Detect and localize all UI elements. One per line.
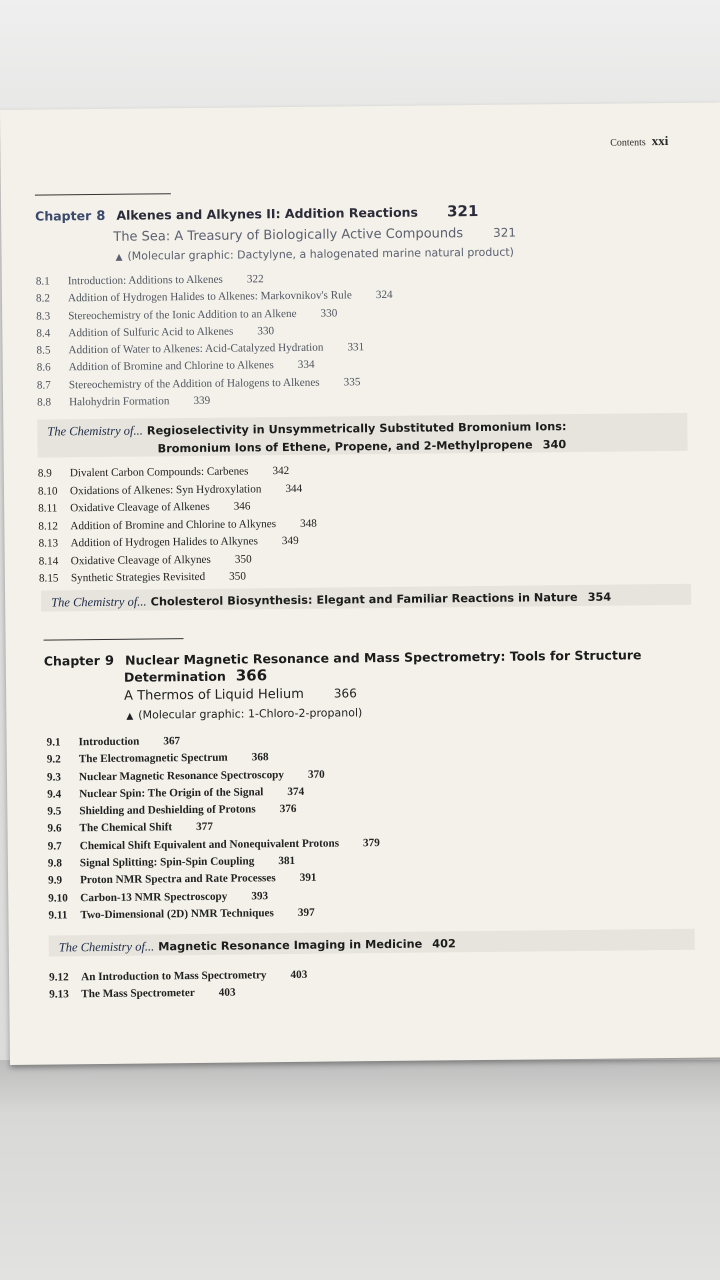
toc-entry: 8.8 Halohydrin Formation 339 — [37, 394, 211, 409]
triangle-icon: ▲ — [115, 252, 123, 263]
subtitle-text: The Sea: A Treasury of Biologically Active Compounds — [113, 226, 464, 245]
toc-entry: 9.4 Nuclear Spin: The Origin of the Signal 374 — [47, 785, 305, 801]
chapter-label: Chapter — [43, 652, 100, 669]
background-bottom — [0, 1060, 720, 1280]
chapter-rule — [35, 193, 171, 195]
toc-entry: 8.6 Addition of Bromine and Chlorine to Alkenes 334 — [36, 359, 315, 375]
header-page-number: xxi — [651, 133, 669, 149]
chapter-8-graphic-note — [115, 246, 514, 263]
book-page — [0, 102, 720, 1064]
running-header — [610, 133, 668, 150]
toc-entry: 9.6 The Chemical Shift 377 — [47, 821, 213, 836]
toc-entry: 8.4 Addition of Sulfuric Acid to Alkenes 330 — [36, 325, 275, 340]
toc-entry: 8.3 Stereochemistry of the Ionic Addition to an Alkene 330 — [36, 307, 338, 323]
chemistry-of-page: 402 — [432, 937, 456, 951]
chapter-number: 8 — [96, 208, 106, 224]
chemistry-of-title: Magnetic Resonance Imaging in Medicine — [158, 937, 423, 954]
toc-entry: 8.7 Stereochemistry of the Addition of Halogens to Alkenes 335 — [36, 376, 361, 392]
chemistry-of-regioselectivity-line2: Bromonium Ions of Ethene, Propene, and 2-Methylpropene 340 — [157, 438, 567, 456]
chapter-9-sections-2 — [49, 969, 308, 1006]
chapter-9-graphic-note — [126, 706, 362, 721]
chapter-title: Alkenes and Alkynes II: Addition Reactions — [116, 204, 419, 223]
chapter-title: Nuclear Magnetic Resonance and Mass Spectrometry: Tools for Structure — [125, 647, 642, 668]
triangle-icon: ▲ — [126, 711, 134, 722]
toc-entry: 9.13 The Mass Spectrometer 403 — [49, 986, 236, 1001]
chemistry-of-page: 340 — [542, 438, 567, 452]
chapter-rule — [44, 638, 184, 640]
header-label: Contents — [610, 137, 646, 149]
toc-entry: 9.7 Chemical Shift Equivalent and Nonequivalent Protons 379 — [47, 836, 380, 853]
subtitle-page: 321 — [493, 225, 517, 240]
subtitle-page: 366 — [333, 686, 357, 701]
graphic-text: (Molecular graphic: 1-Chloro-2-propanol) — [138, 706, 363, 722]
chapter-9-sections — [47, 733, 381, 927]
toc-entry: 8.9 Divalent Carbon Compounds: Carbenes 342 — [37, 464, 290, 480]
chapter-page: 321 — [446, 201, 479, 221]
toc-entry: 8.13 Addition of Hydrogen Halides to Alkynes 349 — [38, 534, 299, 550]
graphic-text: (Molecular graphic: Dactylyne, a halogenated marine natural product) — [127, 245, 515, 263]
toc-entry: 9.1 Introduction 367 — [46, 735, 181, 749]
toc-entry: 8.1 Introduction: Additions to Alkenes 322 — [35, 273, 264, 288]
toc-entry: 9.10 Carbon-13 NMR Spectroscopy 393 — [48, 889, 269, 905]
subtitle-text: A Thermos of Liquid Helium — [124, 686, 304, 704]
chapter-number: 9 — [104, 653, 115, 669]
chapter-label: Chapter — [35, 208, 92, 224]
chemistry-of-title: Regioselectivity in Unsymmetrically Substituted Bromonium Ions: — [146, 420, 567, 438]
chemistry-of-title: Cholesterol Biosynthesis: Elegant and Familiar Reactions in Nature — [150, 590, 578, 609]
toc-entry: 8.12 Addition of Bromine and Chlorine to Alkynes 348 — [38, 517, 317, 533]
toc-entry: 9.11 Two-Dimensional (2D) NMR Techniques 397 — [48, 906, 315, 922]
chapter-9-subtitle — [124, 686, 357, 703]
chapter-8-sections — [36, 272, 394, 414]
toc-entry: 8.10 Oxidations of Alkenes: Syn Hydroxylation 344 — [37, 482, 303, 498]
chemistry-of-prefix: The Chemistry of... — [47, 423, 143, 439]
toc-entry: 8.2 Addition of Hydrogen Halides to Alkenes: Markovnikov's Rule 324 — [35, 289, 393, 305]
chemistry-of-mri — [59, 934, 456, 956]
chapter-8-heading — [35, 201, 478, 225]
toc-entry: 9.8 Signal Splitting: Spin-Spin Coupling 381 — [47, 855, 296, 870]
chapter-8-subtitle — [113, 226, 516, 245]
toc-entry: 9.3 Nuclear Magnetic Resonance Spectroscopy 370 — [46, 768, 325, 784]
toc-entry: 9.12 An Introduction to Mass Spectrometry 403 — [49, 968, 308, 984]
toc-entry: 9.9 Proton NMR Spectra and Rate Processes 391 — [48, 872, 317, 887]
toc-entry: 8.15 Synthetic Strategies Revisited 350 — [38, 570, 246, 585]
toc-entry: 9.2 The Electromagnetic Spectrum 368 — [46, 751, 269, 766]
toc-entry: 8.14 Oxidative Cleavage of Alkynes 350 — [38, 552, 252, 568]
chapter-9-heading-line2: Determination 366 — [123, 666, 268, 685]
chemistry-of-prefix: The Chemistry of... — [58, 939, 155, 955]
toc-entry: 8.11 Oxidative Cleavage of Alkenes 346 — [38, 500, 251, 515]
chemistry-of-page: 354 — [587, 590, 612, 604]
chemistry-of-prefix: The Chemistry of... — [51, 594, 147, 610]
toc-entry: 8.5 Addition of Water to Alkenes: Acid-Catalyzed Hydration 331 — [36, 341, 365, 357]
chapter-8-sections-2 — [38, 465, 318, 590]
toc-entry: 9.5 Shielding and Deshielding of Protons 376 — [47, 803, 297, 818]
chapter-page: 366 — [235, 666, 268, 685]
